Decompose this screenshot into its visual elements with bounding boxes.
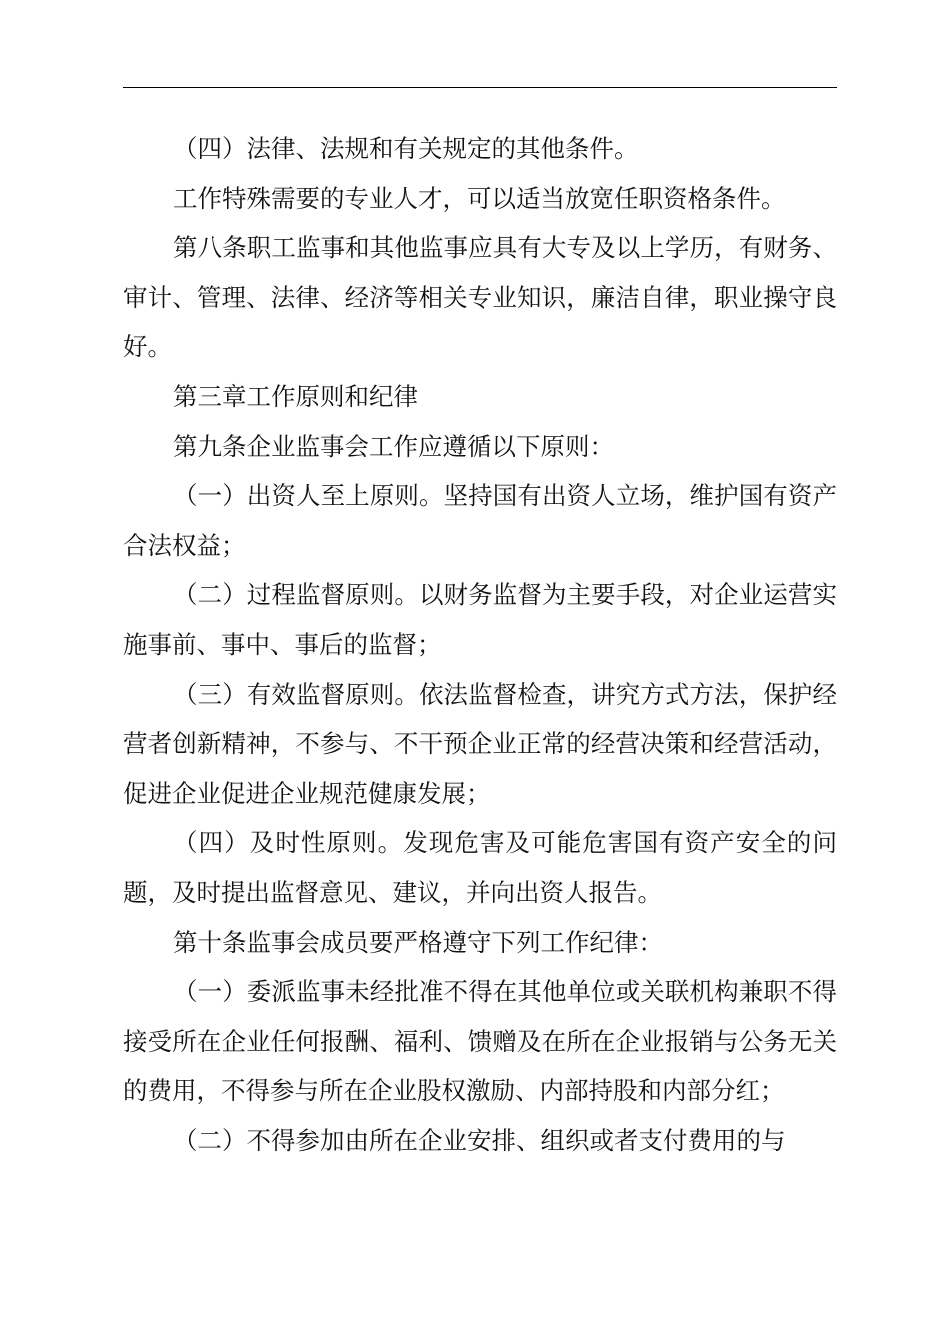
principle-3: （三）有效监督原则。依法监督检查，讲究方式方法，保护经营者创新精神，不参与、不干预企业正常的经营决策和经营活动，促进企业促进企业规范健康发展； xyxy=(123,679,837,808)
chapter-3-heading: 第三章工作原则和纪律 xyxy=(173,381,418,411)
principle-1: （一）出资人至上原则。坚持国有出资人立场，维护国有资产合法权益； xyxy=(123,481,837,560)
header-rule xyxy=(123,87,837,88)
paragraph-article-10: 第十条监事会成员要严格遵守下列工作纪律： xyxy=(173,927,663,957)
principle-4: （四）及时性原则。发现危害及可能危害国有资产安全的问题，及时提出监督意见、建议，并向出资人报告。 xyxy=(123,828,837,907)
discipline-1: （一）委派监事未经批准不得在其他单位或关联机构兼职不得接受所在企业任何报酬、福利、馈赠及在所在企业报销与公务无关的费用，不得参与所在企业股权激励、内部持股和内部分红； xyxy=(123,977,837,1106)
paragraph-special-talent: 工作特殊需要的专业人才，可以适当放宽任职资格条件。 xyxy=(173,183,786,213)
document-body xyxy=(123,124,837,1165)
paragraph-article-8: 第八条职工监事和其他监事应具有大专及以上学历，有财务、审计、管理、法律、经济等相关专业知识，廉洁自律，职业操守良好。 xyxy=(123,233,837,362)
paragraph-article-9: 第九条企业监事会工作应遵循以下原则： xyxy=(173,431,614,461)
principle-2: （二）过程监督原则。以财务监督为主要手段，对企业运营实施事前、事中、事后的监督； xyxy=(123,580,837,659)
paragraph-condition-4: （四）法律、法规和有关规定的其他条件。 xyxy=(173,134,639,163)
discipline-2: （二）不得参加由所在企业安排、组织或者支付费用的与 xyxy=(173,1125,786,1155)
